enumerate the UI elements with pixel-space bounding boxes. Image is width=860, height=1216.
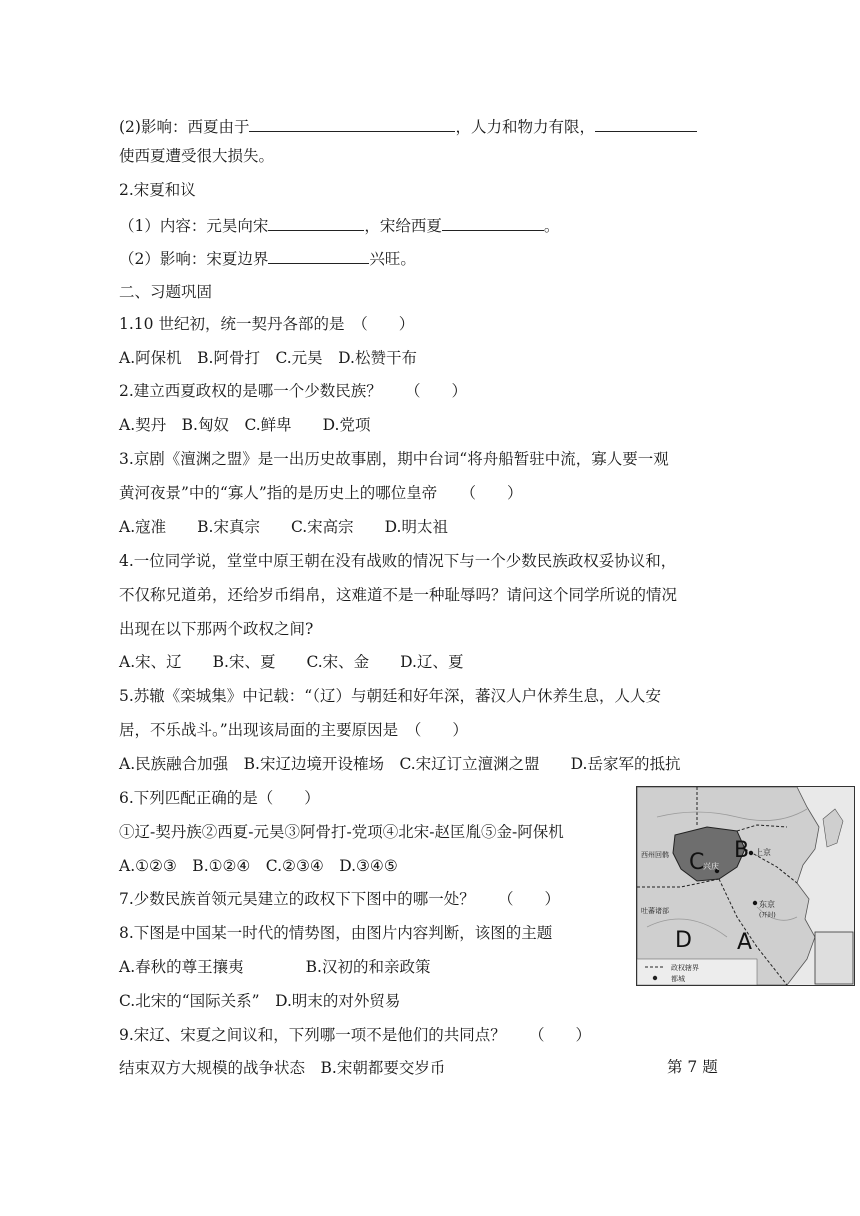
- label-d: D: [675, 928, 692, 953]
- fill-blank[interactable]: [595, 115, 697, 132]
- line-content: [119, 214, 559, 236]
- line-continued: 使西夏遭受很大损失。: [119, 147, 275, 165]
- map-svg: [637, 787, 854, 985]
- question-5: 5.苏辙《栾城集》中记载：“（辽）与朝廷和好年深，蕃汉人户休养生息，人人安: [119, 687, 661, 705]
- fill-blank[interactable]: [442, 214, 544, 231]
- question-6-options: A.①②③ B.①②④ C.②③④ D.③④⑤: [119, 857, 398, 875]
- question-8-options: C.北宋的“国际关系” D.明末的对外贸易: [119, 992, 401, 1010]
- fill-blank[interactable]: [268, 214, 364, 231]
- label-c: C: [689, 850, 705, 875]
- question-8: 8.下图是中国某一时代的情势图，由图片内容判断，该图的主题: [119, 924, 553, 942]
- question-4-cont: 出现在以下那两个政权之间?: [119, 620, 314, 638]
- question-4-options: A.宋、辽 B.宋、夏 C.宋、金 D.辽、夏: [119, 653, 464, 671]
- question-3-options: A.寇准 B.宋真宗 C.宋高宗 D.明太祖: [119, 518, 448, 536]
- xizhou-label: 西州回鹘: [641, 851, 669, 859]
- label-b: B: [734, 838, 750, 863]
- legend-capital-label: 都城: [671, 975, 685, 983]
- fill-blank[interactable]: [249, 115, 455, 132]
- text: （1）内容：元昊向宋: [119, 217, 269, 235]
- fill-blank[interactable]: [268, 247, 369, 264]
- question-8-options: A.春秋的尊王攘夷 B.汉初的和亲政策: [119, 958, 431, 976]
- question-2-options: A.契丹 B.匈奴 C.鲜卑 D.党项: [119, 416, 371, 434]
- question-1-options: A.阿保机 B.阿骨打 C.元昊 D.松赞干布: [119, 349, 417, 367]
- dongjing-label: 东京: [759, 900, 775, 909]
- question-6-items: ①辽-契丹族②西夏-元昊③阿骨打-党项④北宋-赵匡胤⑤金-阿保机: [119, 823, 564, 841]
- question-6: 6.下列匹配正确的是（ ）: [119, 789, 320, 807]
- figure-caption: 第 7 题: [667, 1058, 718, 1076]
- line-influence: [119, 115, 697, 137]
- question-3: 3.京剧《澶渊之盟》是一出历史故事剧，期中台词“将舟船暂驻中流，寡人要一观: [119, 450, 669, 468]
- text: ，人力和物力有限，: [455, 118, 595, 136]
- song-era-map: [636, 786, 855, 986]
- shangjing-dot: [749, 851, 753, 855]
- text: 。: [543, 217, 560, 235]
- inset-map: [815, 932, 853, 984]
- tubo-label: 吐蕃诸部: [641, 907, 669, 915]
- legend-capital-symbol: [653, 976, 657, 980]
- section-heading: 2.宋夏和议: [119, 181, 196, 199]
- question-9: 9.宋辽、宋夏之间议和，下列哪一项不是他们的共同点？ （ ）: [119, 1026, 592, 1044]
- question-4-cont: 不仅称兄道弟，还给岁币绢帛，这难道不是一种耻辱吗？请问这个同学所说的情况: [119, 586, 678, 604]
- section-heading: 二、习题巩固: [119, 283, 213, 301]
- label-a: A: [737, 930, 753, 955]
- question-1: 1.10 世纪初，统一契丹各部的是 （ ）: [119, 315, 415, 333]
- legend-box: [637, 959, 757, 985]
- map-land: [637, 787, 819, 985]
- shangjing-label: 上京: [755, 848, 771, 857]
- question-7: 7.少数民族首领元昊建立的政权下下图中的哪一处？ （ ）: [119, 890, 561, 908]
- question-5-cont: 居，不乐战斗。”出现该局面的主要原因是 （ ）: [119, 721, 468, 739]
- text: ，宋给西夏: [364, 217, 442, 235]
- text: （2）影响：宋夏边界: [119, 250, 269, 268]
- dongjing-dot: [753, 901, 757, 905]
- question-4: 4.一位同学说，堂堂中原王朝在没有战败的情况下与一个少数民族政权妥协议和，: [119, 552, 677, 570]
- kaifeng-label: (开封): [759, 912, 776, 919]
- question-3-cont: 黄河夜景”中的“寡人”指的是历史上的哪位皇帝 （ ）: [119, 484, 523, 502]
- capital-c-label: 兴庆: [703, 862, 719, 871]
- question-9-options: 结束双方大规模的战争状态 B.宋朝都要交岁币: [119, 1059, 446, 1077]
- legend-border-label: 政权辖界: [671, 964, 699, 972]
- line-effect: [119, 247, 416, 269]
- text: 兴旺。: [369, 250, 416, 268]
- question-2: 2.建立西夏政权的是哪一个少数民族？ （ ）: [119, 382, 468, 400]
- text: (2)影响：西夏由于: [119, 118, 250, 136]
- question-5-options: A.民族融合加强 B.宋辽边境开设榷场 C.宋辽订立澶渊之盟 D.岳家军的抵抗: [119, 755, 681, 773]
